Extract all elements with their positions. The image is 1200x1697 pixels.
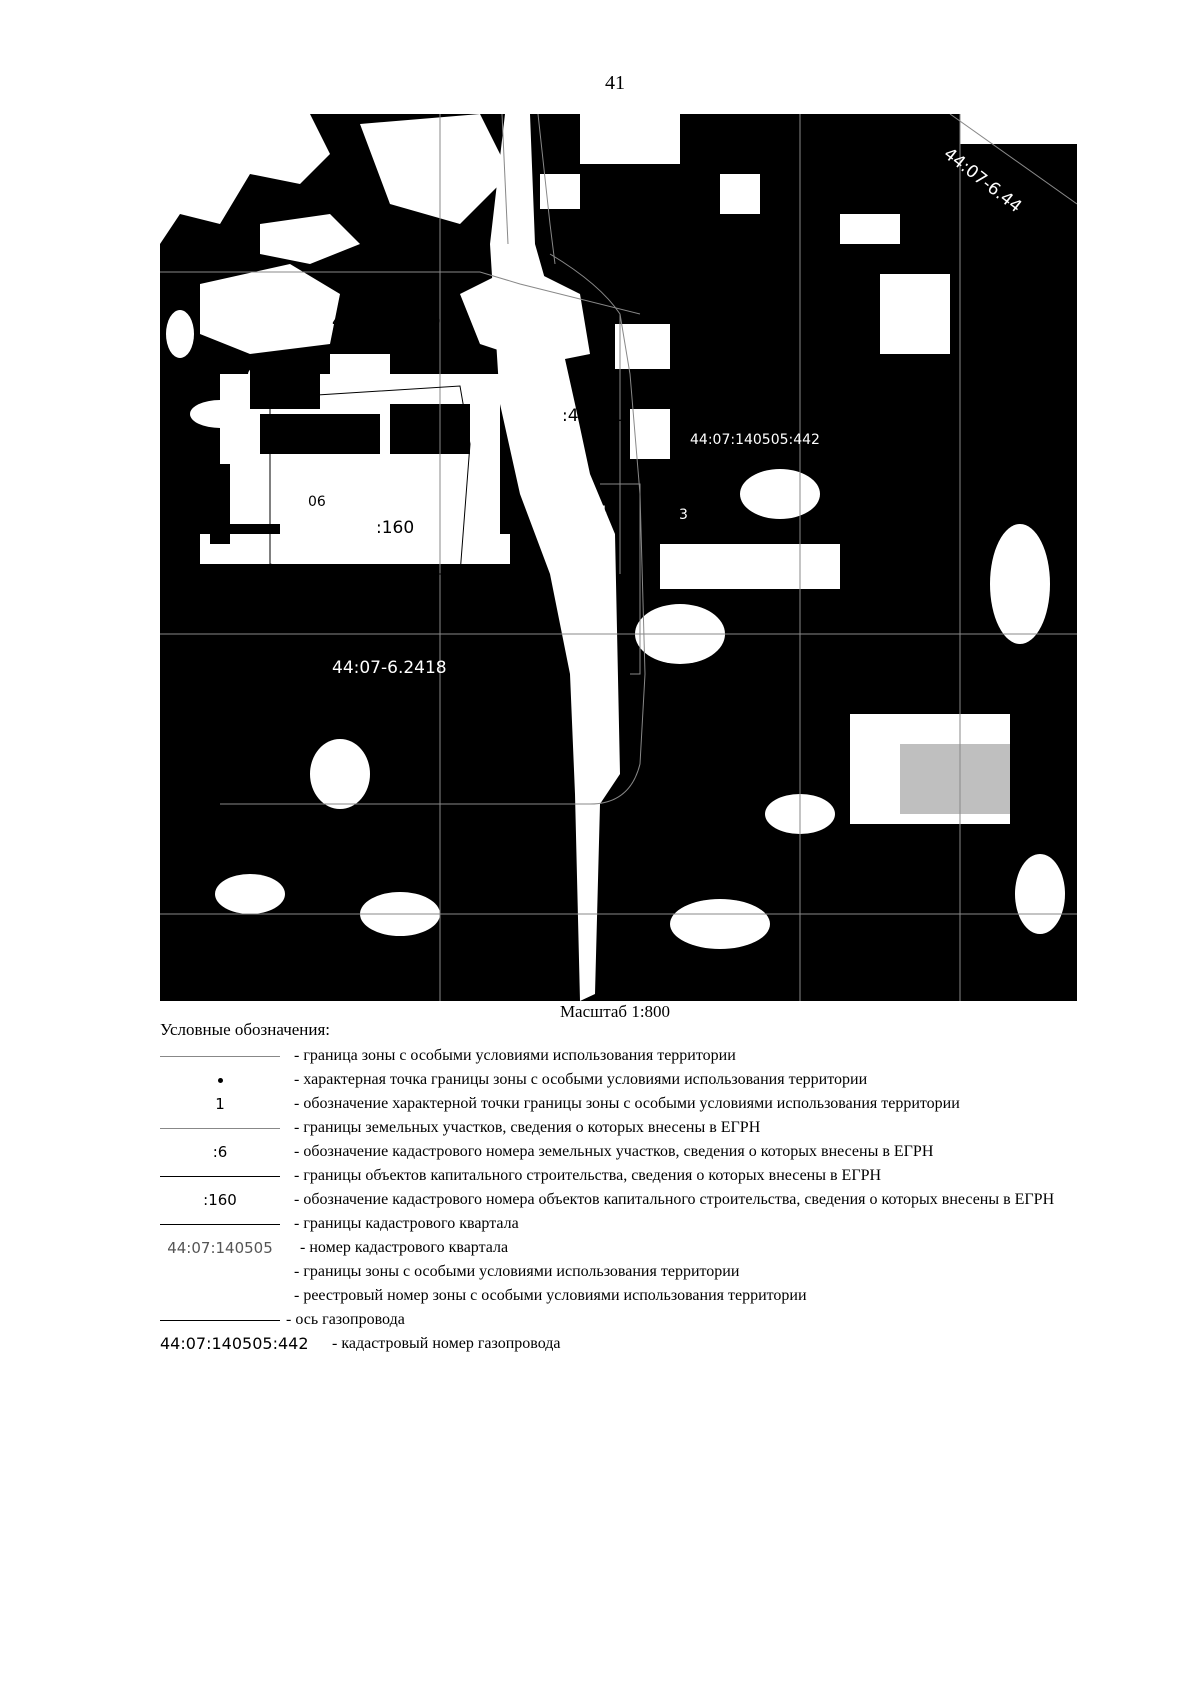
label-zone-2418: 44:07-6.2418 bbox=[332, 658, 447, 678]
legend-desc: - граница зоны с особыми условиями использования территории bbox=[294, 1047, 736, 1064]
legend-desc: - границы объектов капитального строительства, сведения о которых внесены в ЕГРН bbox=[294, 1167, 882, 1184]
zone-boundary-symbol bbox=[160, 1046, 280, 1066]
legend-row bbox=[160, 1286, 1090, 1306]
label-point-4: 4 bbox=[598, 504, 607, 520]
label-parcel-432: :432 (1) bbox=[562, 406, 630, 426]
building-boundary-symbol bbox=[160, 1166, 280, 1186]
legend-row bbox=[160, 1262, 1090, 1282]
legend-desc: - кадастровый номер газопровода bbox=[332, 1335, 561, 1352]
quarter-number-symbol: 44:07:140505 bbox=[167, 1239, 273, 1257]
legend-desc: - обозначение характерной точки границы зоны с особыми условиями использования территории bbox=[294, 1095, 960, 1112]
legend-desc: - границы кадастрового квартала bbox=[294, 1215, 519, 1232]
gas-pipeline-axis-symbol bbox=[160, 1310, 280, 1330]
label-point-3: 3 bbox=[679, 507, 688, 523]
map-graphic bbox=[160, 114, 1077, 1001]
legend-row bbox=[160, 1142, 1090, 1162]
legend-desc: - границы зоны с особыми условиями использования территории bbox=[294, 1263, 740, 1280]
legend-row bbox=[160, 1070, 1090, 1090]
legend-row bbox=[160, 1214, 1090, 1234]
legend-desc: - обозначение кадастрового номера объектов капитального строительства, сведения о которых внесены в ЕГРН bbox=[294, 1191, 1055, 1208]
legend-row bbox=[160, 1334, 1090, 1354]
page-number: 41 bbox=[605, 72, 625, 94]
parcel-number-symbol: :6 bbox=[212, 1143, 228, 1161]
legend-row bbox=[160, 1310, 1090, 1330]
legend-row bbox=[160, 1190, 1090, 1210]
legend-row bbox=[160, 1166, 1090, 1186]
label-digits-06: 06 bbox=[308, 494, 326, 510]
building-number-symbol: :160 bbox=[203, 1191, 237, 1209]
legend-desc: - номер кадастрового квартала bbox=[300, 1239, 509, 1256]
legend-row bbox=[160, 1046, 1090, 1066]
legend-desc: - характерная точка границы зоны с особыми условиями использования территории bbox=[294, 1071, 868, 1088]
label-zone-448: 448 bbox=[528, 298, 567, 333]
label-object-160: :160 bbox=[376, 518, 415, 538]
label-parcel-right: 44:07:140505:442 bbox=[690, 432, 820, 448]
legend-row bbox=[160, 1238, 1090, 1258]
legend-desc: - реестровый номер зоны с особыми условиями использования территории bbox=[294, 1287, 807, 1304]
parcel-boundary-symbol bbox=[160, 1118, 280, 1138]
point-symbol bbox=[160, 1070, 280, 1090]
label-quarter-overlay: 44:07:140505 bbox=[332, 312, 452, 332]
legend-row bbox=[160, 1118, 1090, 1138]
legend-row bbox=[160, 1094, 1090, 1114]
quarter-boundary-symbol bbox=[160, 1214, 280, 1234]
zone-number-symbol bbox=[160, 1286, 280, 1306]
map-scale: Масштаб 1:800 bbox=[559, 1002, 671, 1021]
aerial-map bbox=[160, 114, 1077, 1001]
legend-desc: - границы земельных участков, сведения о которых внесены в ЕГРН bbox=[294, 1119, 761, 1136]
zone-boundary-symbol-2 bbox=[160, 1262, 280, 1282]
legend-desc: - ось газопровода bbox=[286, 1311, 405, 1328]
legend-title: Условные обозначения: bbox=[160, 1020, 331, 1039]
legend bbox=[160, 1046, 1090, 1354]
gas-pipeline-number-symbol: 44:07:140505:442 bbox=[160, 1334, 309, 1353]
label-zone-top-right: 44:07-6.44 bbox=[939, 144, 1026, 218]
legend-desc: - обозначение кадастрового номера земельных участков, сведения о которых внесены в ЕГРН bbox=[294, 1143, 934, 1160]
point-label-symbol: 1 bbox=[215, 1095, 225, 1113]
